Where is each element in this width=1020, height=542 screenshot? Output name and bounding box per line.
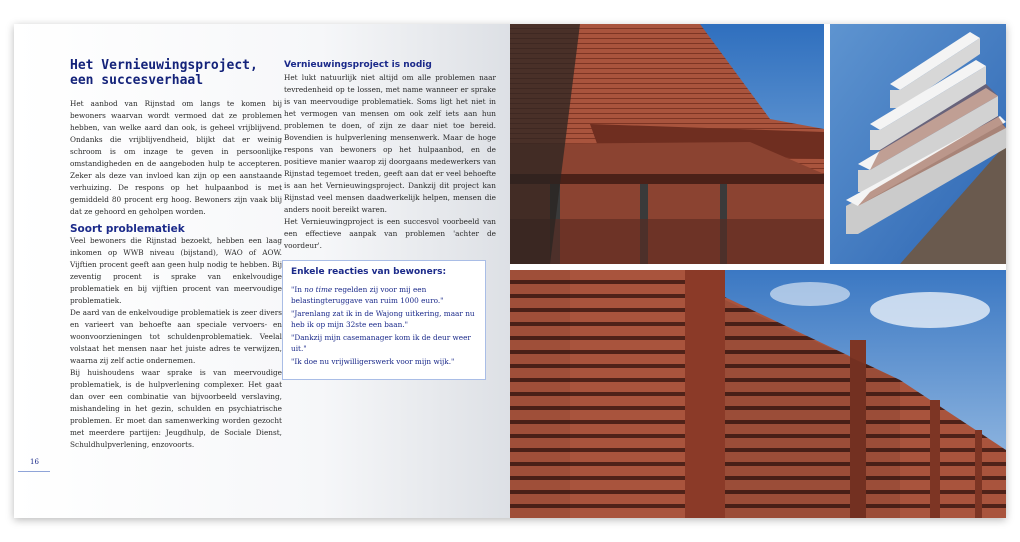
title-line-2: een succesverhaal <box>70 73 204 88</box>
photo-cantilever-building <box>510 24 824 264</box>
photo-slatted-facade <box>510 270 1006 518</box>
section-heading-vernieuwing: Vernieuwingsproject is nodig <box>284 60 432 70</box>
paragraph: Veel bewoners die Rijnstad bezoekt, hebben een laag inkomen op WWB niveau (bijstand), WAO of AOW. Vijftien procent geeft aan geen hulp nodig te hebben. Bij zeventig procent is sprake van enkelvoudige problematiek en bij vijftien procent van meervoudige problematiek. <box>70 236 282 305</box>
quote-3: "Dankzij mijn casemanager kom ik de deur weer uit." <box>291 333 471 353</box>
right-page <box>510 24 1006 518</box>
paragraph: De aard van de enkelvoudige problematiek is zeer divers en varieert van behoefte aan speciale vervoers- en woonvoorzieningen tot schuldenproblematiek. Veelal volstaat het mensen naar het juiste adres te verwijzen, waarna zij zelf actie ondernemen. <box>70 308 282 365</box>
brochure-spread <box>14 24 1006 518</box>
paragraph: Bij huishoudens waar sprake is van meervoudige problematiek, is de hulpverlening complexer. Het gaat dan over een combinatie van bijvoorbeeld verslaving, mishandeling in het gezin, schulden en psychiatrische problemen. Er moet dan samenwerking worden gezocht met meerdere partijen: Jeugdhulp, de Sociale Dienst, Schuldhulpverlening, enzovoorts. <box>70 368 282 449</box>
column-right <box>284 60 496 252</box>
title-line-1: Het Vernieuwingsproject, <box>70 58 258 73</box>
paragraph: Het lukt natuurlijk niet altijd om alle problemen naar tevredenheid op te lossen, met name wanneer er sprake is van meervoudige problematiek. Soms ligt het niet in het vermogen van mensen om ook zelf iets aan hun problemen te doen, of zijn ze daar niet toe bereid. Bovendien is hulpverlening mensenwerk. Maar de hoge respons van bewoners op het hulpaanbod, en de positieve manier waarop zij doorgaans medewerkers van Rijnstad tegemoet treden, geeft aan dat er veel behoefte is aan het Vernieuwingsproject. Dankzij dit project kan Rijnstad veel mensen daadwerkelijk helpen, mensen die anders nooit bereikt waren. <box>284 73 496 214</box>
left-page <box>14 24 510 518</box>
resident-quotes-box <box>282 260 486 380</box>
quote-1-emphasis: no time <box>304 285 333 294</box>
column-left <box>70 98 282 451</box>
quote-2: "Jarenlang zat ik in de Wajong uitkering, maar nu heb ik op mijn 32ste een baan." <box>291 309 475 329</box>
quote-1-end: regelden zij voor mij een belastingteruggave van ruim 1000 euro." <box>291 285 444 305</box>
quote-4: "Ik doe nu vrijwilligerswerk voor mijn wijk." <box>291 357 455 366</box>
quote-1-start: "In <box>291 285 305 294</box>
paragraph: Het Vernieuwingproject is een succesvol voorbeeld van een effectieve aanpak van problemen 'achter de voordeur'. <box>284 217 496 250</box>
photo-balconies <box>830 24 1006 264</box>
section-heading-problematiek: Soort problematiek <box>70 223 185 235</box>
page-number-rule <box>18 471 50 472</box>
page-title <box>70 58 280 88</box>
quotes-title: Enkele reacties van bewoners: <box>291 267 447 277</box>
page-number: 16 <box>30 458 39 466</box>
intro-paragraph: Het aanbod van Rijnstad om langs te komen bij bewoners waarvan wordt vermoed dat ze problemen hebben, van welke aard dan ook, is geheel vrijblijvend. Ondanks die vrijblijvendheid, blijkt dat er weinig schroom is om inzage te geven in persoonlijke omstandigheden en de aangeboden hulp te accepteren. Zeker als deze van invloed kan zijn op een aanstaande verhuizing. De respons op het hulpaanbod is met gemiddeld 80 procent erg hoog. Bewoners zijn vaak blij dat ze gehoord en geholpen worden. <box>70 99 282 216</box>
quote-1 <box>291 284 477 306</box>
